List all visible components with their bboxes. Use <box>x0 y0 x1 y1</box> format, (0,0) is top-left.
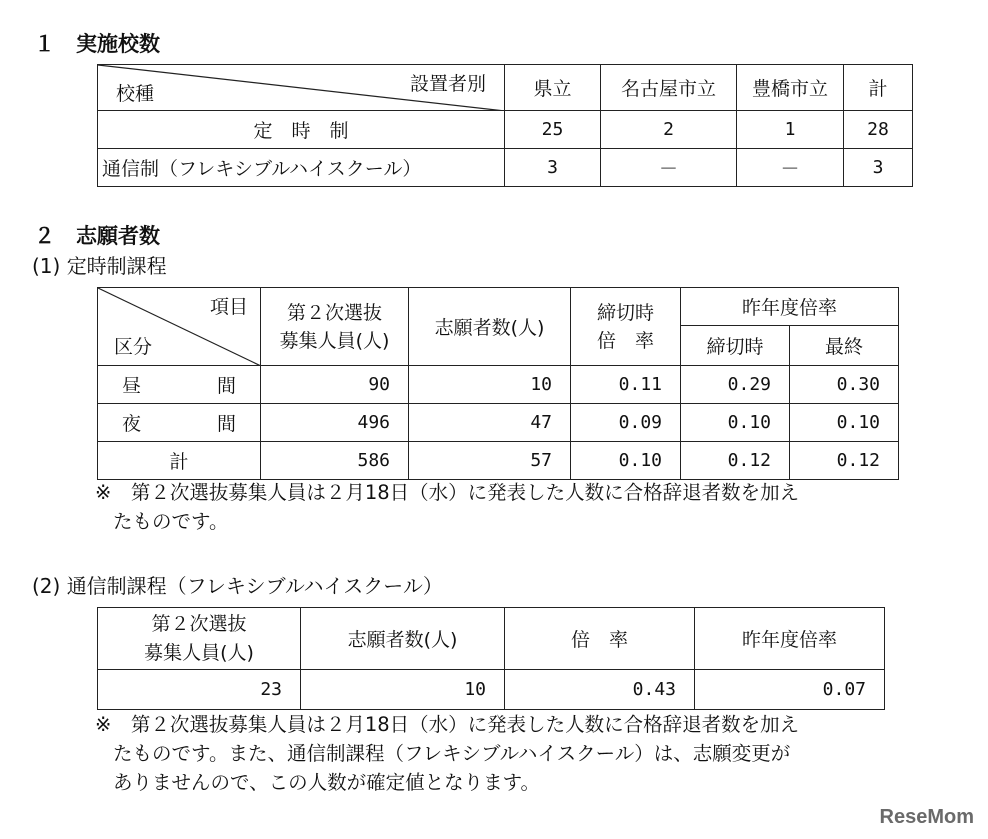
correspondence-applicants-table <box>97 607 885 710</box>
note-line: ありませんので、この人数が確定値となります。 <box>113 771 541 794</box>
section-1-heading: １ 実施校数 <box>34 32 160 56</box>
col-header-recruit <box>261 288 409 366</box>
cell: 28 <box>844 111 913 149</box>
row-label-evening <box>98 404 261 442</box>
part-time-note <box>95 478 799 536</box>
col-header-total: 計 <box>844 65 913 111</box>
col-header-prefectural: 県立 <box>505 65 601 111</box>
note-line: ※ 第２次選抜募集人員は２月18日（水）に発表した人数に合格辞退者数を加え <box>95 713 800 736</box>
cell: － <box>737 149 844 187</box>
col-header-rate <box>571 288 681 366</box>
cell: － <box>601 149 737 187</box>
rate-line-1: 締切時 <box>596 301 654 324</box>
note-line: ※ 第２次選抜募集人員は２月18日（水）に発表した人数に合格辞退者数を加え <box>95 481 800 504</box>
cell: 10 <box>301 670 505 710</box>
correspondence-note <box>95 710 799 797</box>
cell: 23 <box>98 670 301 710</box>
cell: 0.11 <box>571 366 681 404</box>
cell: 0.09 <box>571 404 681 442</box>
label-char: 間 <box>216 375 236 397</box>
cell: 0.10 <box>571 442 681 480</box>
rate-line-2: 倍 率 <box>596 329 654 352</box>
col-header-nagoya: 名古屋市立 <box>601 65 737 111</box>
cell: 0.10 <box>790 404 899 442</box>
col-header-toyohashi: 豊橋市立 <box>737 65 844 111</box>
subsection-2-title: (2) 通信制課程（フレキシブルハイスクール） <box>32 574 443 598</box>
corner-bottom-label: 区分 <box>114 336 153 358</box>
row-label-part-time: 定 時 制 <box>98 111 505 149</box>
corner-top-label: 設置者別 <box>409 73 486 95</box>
row-label-total: 計 <box>98 442 261 480</box>
note-line: たものです。 <box>113 510 229 533</box>
cell: 90 <box>261 366 409 404</box>
cell: 25 <box>505 111 601 149</box>
cell: 0.12 <box>681 442 790 480</box>
section-2-heading: ２ 志願者数 <box>34 224 160 248</box>
part-time-applicants-table <box>97 287 899 480</box>
schools-table <box>97 64 913 187</box>
label-char: 夜 <box>122 413 142 435</box>
cell: 496 <box>261 404 409 442</box>
cell: 57 <box>409 442 571 480</box>
subsection-1-title: (1) 定時制課程 <box>32 254 167 278</box>
corner-top-label: 項目 <box>209 296 248 318</box>
cell: 1 <box>737 111 844 149</box>
row-label-correspondence: 通信制（フレキシブルハイスクール） <box>98 149 505 187</box>
cell: 0.07 <box>695 670 885 710</box>
col-header-recruit <box>98 608 301 670</box>
cell: 586 <box>261 442 409 480</box>
col-header-rate: 倍 率 <box>505 608 695 670</box>
row-label-daytime <box>98 366 261 404</box>
cell: 0.43 <box>505 670 695 710</box>
label-char: 間 <box>216 413 236 435</box>
cell: 3 <box>844 149 913 187</box>
cell: 0.12 <box>790 442 899 480</box>
recruit-line-2: 募集人員(人) <box>279 329 390 352</box>
col-header-last-year: 昨年度倍率 <box>681 288 899 326</box>
cell: 3 <box>505 149 601 187</box>
resemom-logo: ReseMom <box>879 806 974 828</box>
cell: 47 <box>409 404 571 442</box>
col-header-last-year-deadline: 締切時 <box>681 326 790 366</box>
note-line: たものです。また、通信制課程（フレキシブルハイスクール）は、志願変更が <box>113 742 791 765</box>
recruit-line-2: 募集人員(人) <box>144 641 254 664</box>
cell: 0.30 <box>790 366 899 404</box>
col-header-applicants: 志願者数(人) <box>409 288 571 366</box>
applicants-table-corner <box>98 288 261 366</box>
recruit-line-1: 第２次選抜 <box>286 301 382 324</box>
cell: 0.29 <box>681 366 790 404</box>
cell: 0.10 <box>681 404 790 442</box>
label-char: 昼 <box>122 375 142 397</box>
col-header-last-year-final: 最終 <box>790 326 899 366</box>
cell: 2 <box>601 111 737 149</box>
corner-bottom-label: 校種 <box>116 83 155 105</box>
col-header-applicants: 志願者数(人) <box>301 608 505 670</box>
col-header-last-year: 昨年度倍率 <box>695 608 885 670</box>
schools-table-corner <box>98 65 505 111</box>
cell: 10 <box>409 366 571 404</box>
recruit-line-1: 第２次選抜 <box>151 612 247 635</box>
